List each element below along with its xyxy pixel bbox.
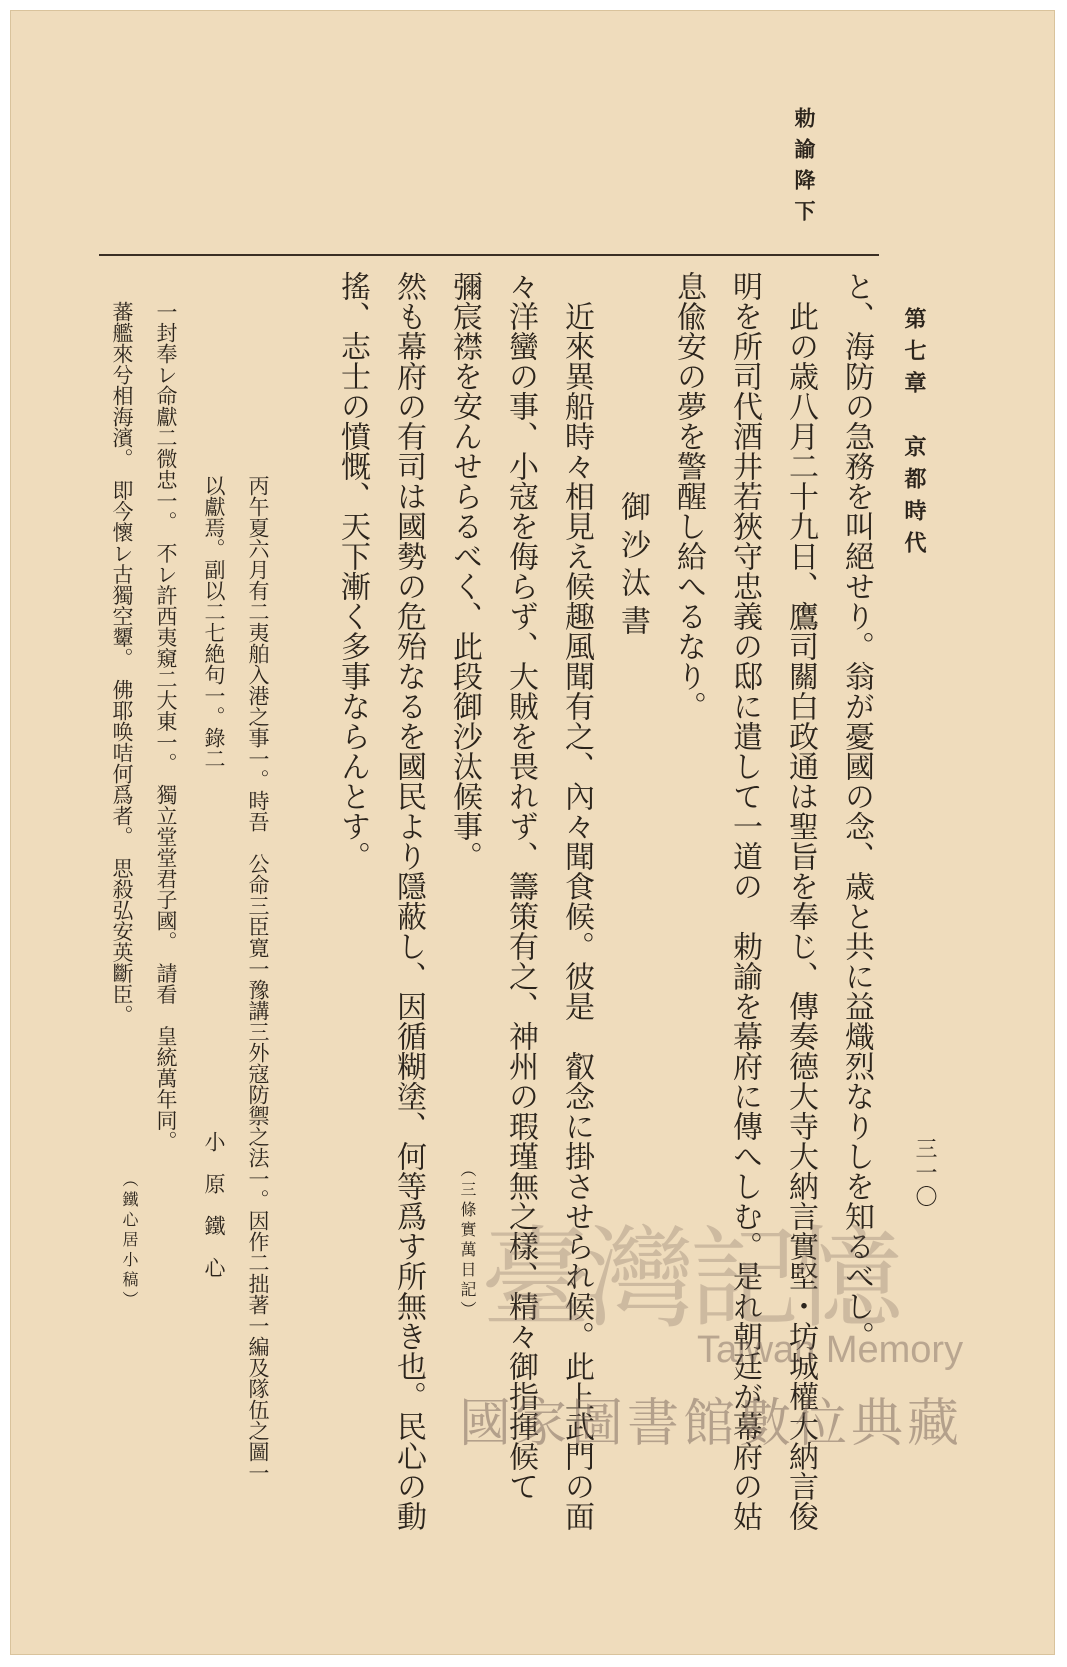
poem-preface-1: 丙午夏六月有二夷舶入港之事一。時吾 公命三臣寛一豫講三外寇防禦之法一。因作二拙著一編及隊伍之圖一 bbox=[246, 475, 270, 1483]
body-column-6: 近來異船時々相見え候趣風聞有之、內々聞食候。彼是 叡念に掛させられ候。此上武門の面 bbox=[559, 301, 594, 1531]
chapter-title: 第七章 京都時代 bbox=[901, 307, 927, 563]
header-rule bbox=[99, 254, 879, 256]
watermark-english: Taiwan Memory bbox=[697, 1329, 964, 1371]
running-header-title: 勅諭降下 bbox=[792, 107, 817, 231]
watermark-logo: 臺灣記憶 bbox=[481, 1215, 897, 1343]
book-page bbox=[10, 10, 1055, 1655]
body-column-2: 此の歳八月二十九日、鷹司關白政通は聖旨を奉じ、傳奏德大寺大納言實堅・坊城權大納言俊 bbox=[783, 301, 818, 1531]
body-column-10: 搖、志士の憤慨、天下漸く多事ならんとす。 bbox=[335, 271, 370, 871]
page-number: 三一〇 bbox=[912, 1137, 937, 1209]
body-column-7: 々洋蠻の事、小寇を侮らず、大賊を畏れず、籌策有之、神州の瑕瑾無之樣、精々御指揮候て bbox=[503, 271, 538, 1501]
imperial-order-title: 御沙汰書 bbox=[615, 491, 650, 643]
body-column-4: 息偸安の夢を警醒し給へるなり。 bbox=[671, 271, 706, 721]
body-column-8: 彌宸襟を安んせらるべく、此段御沙汰候事。 bbox=[447, 271, 482, 871]
source-citation-1: （三條實萬日記） bbox=[458, 1161, 477, 1321]
poem-preface-2: 以獻焉。副以二七絶句一。錄二 bbox=[202, 475, 226, 769]
source-citation-2: （鐵心居小稿） bbox=[120, 1171, 139, 1311]
poem-line-2: 蕃艦來兮相海濱。 即今懷レ古獨空顰。 佛耶唤咭何爲者。 思殺弘安英斷臣。 bbox=[110, 301, 134, 1026]
watermark-library-name: 國家圖書館數位典藏 bbox=[459, 1394, 964, 1454]
poem-line-1: 一封奉レ命獻二微忠一。 不レ許西夷窺二大東一。 獨立堂堂君子國。 請看 皇統萬年同。 bbox=[154, 301, 178, 1152]
body-column-3: 明を所司代酒井若狹守忠義の邸に遣して一道の 勅諭を幕府に傳へしむ。是れ朝廷が幕府の姑 bbox=[727, 271, 762, 1531]
body-column-9: 然も幕府の有司は國勢の危殆なるを國民より隱蔽し、因循糊塗、何等爲す所無き也。民心の動 bbox=[391, 271, 426, 1531]
poem-author: 小 原 鐵 心 bbox=[202, 1131, 226, 1278]
body-column-1: と、海防の急務を叫絕せり。翁が憂國の念、歳と共に益熾烈なりしを知るべし。 bbox=[839, 271, 874, 1351]
